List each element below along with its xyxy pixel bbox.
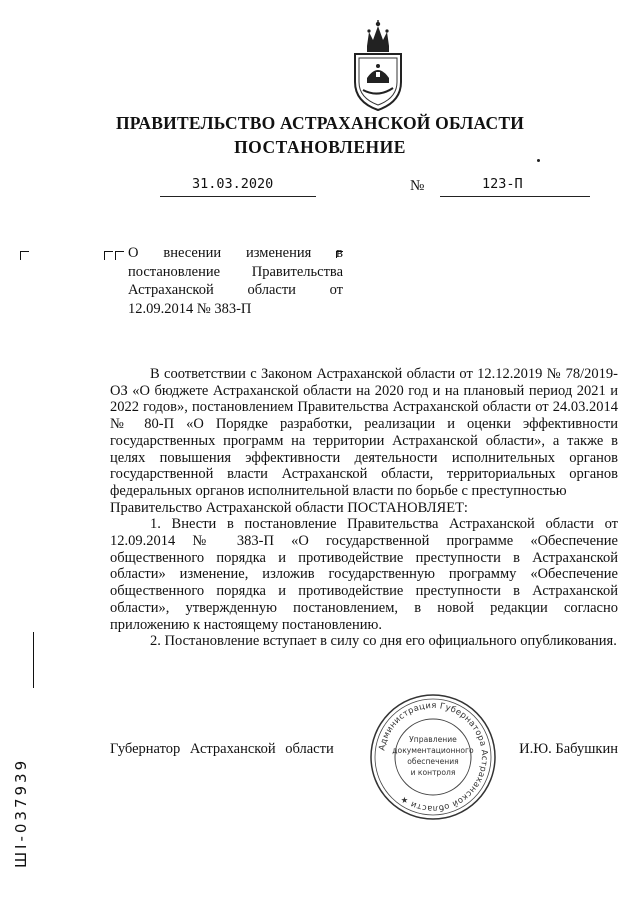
- title-line: постановление Правительства: [128, 263, 343, 280]
- document-date: 31.03.2020: [192, 176, 274, 192]
- svg-text:документационного: документационного: [392, 746, 474, 755]
- ink-dot: [537, 159, 540, 162]
- document-number: 123-П: [482, 176, 523, 192]
- title-line: 12.09.2014 № 383-П: [128, 300, 252, 317]
- svg-text:обеспечения: обеспечения: [407, 757, 459, 766]
- decree-line: Правительство Астраханской области ПОСТАНОВЛЯЕТ:: [110, 499, 468, 516]
- form-serial-number: ШI-037939: [12, 757, 30, 868]
- number-sign: №: [410, 178, 425, 194]
- government-name: ПРАВИТЕЛЬСТВО АСТРАХАНСКОЙ ОБЛАСТИ: [115, 113, 525, 133]
- title-line: О внесении изменения в: [128, 245, 343, 261]
- number-field: [440, 176, 590, 197]
- corner-mark-title-1: [104, 251, 113, 260]
- document-type-heading: ПОСТАНОВЛЕНИЕ: [234, 137, 406, 157]
- signatory-name: И.Ю. Бабушкин: [519, 741, 618, 757]
- coat-of-arms-emblem: [349, 20, 407, 112]
- corner-mark-title-2: [115, 251, 124, 260]
- item-1-paragraph: 1. Внести в постановление Правительства Астраханской области от 12.09.2014 № 383-П «О государственной программе «Обеспечение общественного порядка и противодействие преступности в Астраханской области» изменение, изложив государственную программу «Обеспечение общественного порядка и противодействие преступности в Астраханской области», утвержденную постановлением, в новой редакции согласно приложению к настоящему постановлению.: [110, 516, 618, 633]
- document-body: [110, 366, 618, 650]
- signatory-title: Губернатор Астраханской области: [110, 741, 334, 757]
- document-title: [128, 244, 343, 318]
- preamble-paragraph: В соответствии с Законом Астраханской области от 12.12.2019 № 78/2019-ОЗ «О бюджете Астраханской области на 2020 год и на плановый период 2021 и 2022 годов», постановлением Правительства Астраханской области от 24.03.2014 № 80-П «О Порядке разработки, реализации и оценки эффективности государственных программ на территории Астраханской области», а также в целях повышения эффективности деятельности исполнительных органов государственной власти Астраханской области, территориальных органов федеральных органов исполнительной власти по борьбе с преступностью: [110, 366, 618, 499]
- official-seal-stamp: [368, 692, 498, 822]
- title-line: Астраханской области от: [128, 282, 343, 298]
- date-field: [160, 176, 316, 197]
- svg-text:Администрация Губернатора Астр: Администрация Губернатора Астраханской области ★: [376, 699, 491, 815]
- svg-text:Управление: Управление: [409, 735, 457, 744]
- item-2-paragraph: 2. Постановление вступает в силу со дня его официального опубликования.: [150, 633, 617, 650]
- svg-text:и контроля: и контроля: [410, 768, 456, 777]
- corner-mark-left: [20, 251, 29, 260]
- margin-vertical-line: [33, 632, 34, 688]
